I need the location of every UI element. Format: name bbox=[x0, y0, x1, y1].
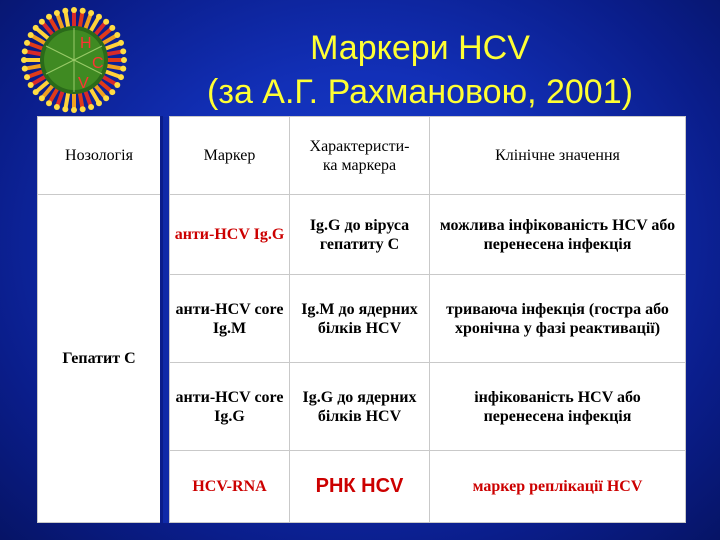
virus-spike-tip bbox=[28, 82, 34, 88]
virus-spike-tip bbox=[62, 106, 68, 112]
clinical-cell: маркер реплікації HCV bbox=[430, 451, 686, 523]
hcv-virus-logo bbox=[18, 6, 130, 114]
marker-cell: анти-HCV core Ig.M bbox=[170, 275, 290, 363]
table-header-row bbox=[38, 117, 686, 195]
virus-spike-tip bbox=[39, 95, 45, 101]
virus-spike-tip bbox=[24, 40, 30, 46]
virus-spike-tip bbox=[109, 89, 115, 95]
virus-spike-tip bbox=[54, 104, 60, 110]
marker-cell: HCV-RNA bbox=[170, 451, 290, 523]
characteristic-cell: Ig.G до віруса гепатиту С bbox=[290, 195, 430, 275]
virus-spike-tip bbox=[120, 48, 126, 54]
virus-spike-tip bbox=[24, 74, 30, 80]
header-marker: Маркер bbox=[170, 117, 290, 195]
virus-spike-tip bbox=[114, 82, 120, 88]
characteristic-cell: РНК HCV bbox=[290, 451, 430, 523]
virus-spike-tip bbox=[103, 19, 109, 25]
virus-spike-tip bbox=[54, 10, 60, 16]
virus-spike-tip bbox=[120, 66, 126, 72]
virus-spike-tip bbox=[46, 100, 52, 106]
marker-cell: анти-HCV Ig.G bbox=[170, 195, 290, 275]
virus-spike-tip bbox=[39, 19, 45, 25]
virus-spike-tip bbox=[33, 89, 39, 95]
hcv-markers-table bbox=[37, 116, 685, 522]
clinical-cell: інфікованість HCV або перенесена інфекція bbox=[430, 363, 686, 451]
virus-spike-tip bbox=[118, 74, 124, 80]
header-clinical: Клінічне значення bbox=[430, 117, 686, 195]
clinical-cell: триваюча інфекція (гостра або хронічна у фазі реактивації) bbox=[430, 275, 686, 363]
virus-spike-tip bbox=[80, 8, 86, 14]
header-nosology: Нозологія bbox=[38, 117, 162, 195]
virus-spike-tip bbox=[96, 100, 102, 106]
characteristic-cell: Ig.M до ядерних білків HCV bbox=[290, 275, 430, 363]
virus-spike-tip bbox=[22, 48, 28, 54]
virus-spike-tip bbox=[33, 25, 39, 31]
virus-spike-tip bbox=[28, 32, 34, 38]
clinical-cell: можлива інфікованість HCV або перенесена інфекція bbox=[430, 195, 686, 275]
virus-spike-tip bbox=[109, 25, 115, 31]
virus-spike-tip bbox=[71, 107, 77, 113]
virus-spike-tip bbox=[96, 14, 102, 20]
virus-spike-tip bbox=[21, 57, 27, 63]
table-row bbox=[38, 195, 686, 275]
virus-spike-tip bbox=[80, 106, 86, 112]
virus-spike-tip bbox=[62, 8, 68, 14]
virus-spike-tip bbox=[103, 95, 109, 101]
marker-cell: анти-HCV core Ig.G bbox=[170, 363, 290, 451]
logo-letter-v: V bbox=[78, 75, 89, 92]
header-characteristic-line2: ка маркера bbox=[322, 156, 397, 174]
nosology-cell: Гепатит С bbox=[38, 195, 162, 523]
virus-spike-tip bbox=[121, 57, 127, 63]
characteristic-cell: Ig.G до ядерних білків HCV bbox=[290, 363, 430, 451]
virus-spike-tip bbox=[118, 40, 124, 46]
slide-title bbox=[150, 26, 690, 114]
virus-spike-tip bbox=[22, 66, 28, 72]
header-characteristic-line1: Характеристи- bbox=[309, 137, 410, 155]
logo-letter-c: C bbox=[92, 55, 104, 72]
virus-spike-tip bbox=[71, 7, 77, 13]
slide-title-line2: (за А.Г. Рахмановою, 2001) bbox=[207, 73, 633, 111]
logo-letter-h: H bbox=[80, 35, 92, 52]
virus-spike-tip bbox=[46, 14, 52, 20]
virus-spike-tip bbox=[88, 10, 94, 16]
virus-spike-tip bbox=[88, 104, 94, 110]
virus-spike-tip bbox=[114, 32, 120, 38]
slide-title-line1: Маркери HCV bbox=[310, 29, 530, 67]
header-characteristic bbox=[290, 117, 430, 195]
